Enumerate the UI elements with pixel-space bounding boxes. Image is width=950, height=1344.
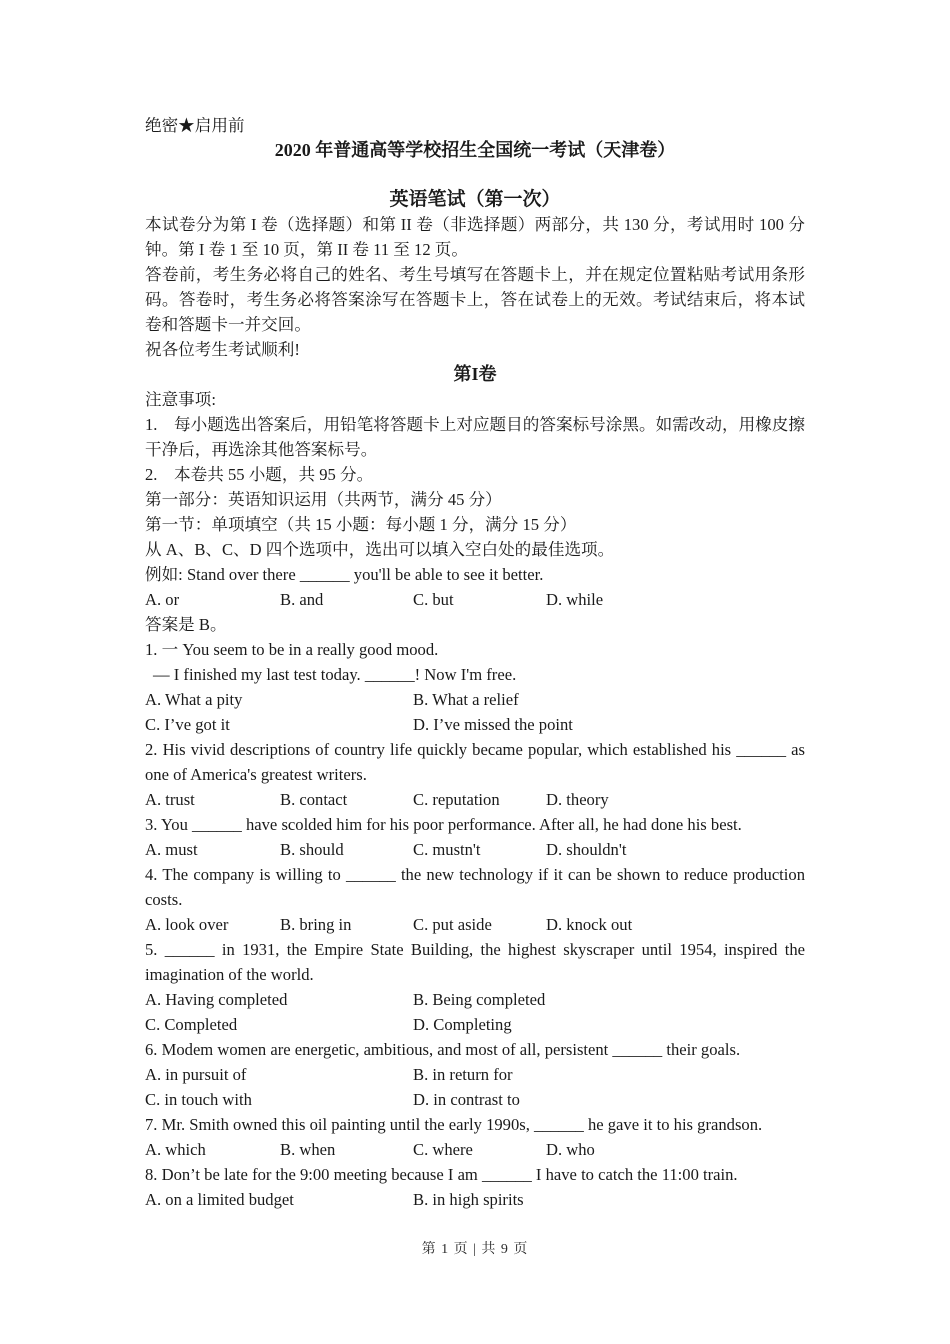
option: D. Completing	[413, 1015, 512, 1034]
option: A. on a limited budget	[145, 1190, 294, 1209]
note-item: 2. 本卷共 55 小题，共 95 分。	[145, 465, 374, 484]
option: D. while	[546, 590, 604, 609]
classification-label: 绝密★启用前	[145, 116, 245, 135]
page-footer: 第 1 页 | 共 9 页	[421, 1242, 529, 1257]
subpart-heading: 第一节：单项填空（共 15 小题：每小题 1 分，满分 15 分）	[145, 515, 577, 534]
option: A. in pursuit of	[145, 1065, 247, 1084]
question-text: 3. You ______ have scolded him for his poor performance. After all, he had done his best.	[145, 815, 742, 834]
options-row	[145, 1062, 805, 1112]
option: C. mustn't	[413, 840, 481, 859]
intro-paragraph: 答卷前，考生务必将自己的姓名、考生号填写在答题卡上，并在规定位置粘贴考试用条形码。答卷时，考生务必将答案涂写在答题卡上，答在试卷上的无效。考试结束后，将本试卷和答题卡一并交回。	[145, 265, 805, 334]
questions-list	[145, 637, 805, 1212]
note-item: 1. 每小题选出答案后，用铅笔将答题卡上对应题目的答案标号涂黑。如需改动，用橡皮擦干净后，再选涂其他答案标号。	[145, 415, 805, 459]
example-options-row	[145, 587, 805, 612]
option: C. I’ve got it	[145, 715, 230, 734]
question-text: 6. Modem women are energetic, ambitious, and most of all, persistent ______ their goals.	[145, 1040, 741, 1059]
option: B. What a relief	[413, 690, 519, 709]
question-text: 8. Don’t be late for the 9:00 meeting because I am ______ I have to catch the 11:00 train.	[145, 1165, 738, 1184]
options-row	[145, 1187, 805, 1212]
option: A. which	[145, 1140, 206, 1159]
question-block	[145, 1162, 805, 1212]
option: C. Completed	[145, 1015, 238, 1034]
options-row	[145, 1137, 805, 1162]
question-block	[145, 637, 805, 737]
question-text: — I finished my last test today. ______! Now I'm free.	[153, 665, 517, 684]
option: C. reputation	[413, 790, 500, 809]
option: D. shouldn't	[546, 840, 627, 859]
option: A. Having completed	[145, 990, 288, 1009]
option: D. theory	[546, 790, 609, 809]
part-heading: 第一部分：英语知识运用（共两节，满分 45 分）	[145, 490, 502, 509]
option: B. in return for	[413, 1065, 513, 1084]
option: A. trust	[145, 790, 195, 809]
option: B. and	[280, 590, 324, 609]
option: B. in high spirits	[413, 1190, 524, 1209]
option: A. What a pity	[145, 690, 243, 709]
section-heading: 第I卷	[453, 364, 497, 384]
option: D. who	[546, 1140, 595, 1159]
example-prompt: 例如: Stand over there ______ you'll be able to see it better.	[145, 565, 544, 584]
question-block	[145, 862, 805, 937]
question-text: 1. 一 You seem to be in a really good mood.	[145, 640, 439, 659]
options-row	[145, 837, 805, 862]
option: B. when	[280, 1140, 336, 1159]
instruction-line: 从 A、B、C、D 四个选项中，选出可以填入空白处的最佳选项。	[145, 540, 615, 559]
title-spacer	[145, 163, 805, 187]
option: C. in touch with	[145, 1090, 252, 1109]
option: B. bring in	[280, 915, 352, 934]
option: A. look over	[145, 915, 229, 934]
option: C. put aside	[413, 915, 492, 934]
option: D. in contrast to	[413, 1090, 520, 1109]
option: A. or	[145, 590, 180, 609]
options-row	[145, 912, 805, 937]
intro-paragraph: 本试卷分为第 I 卷（选择题）和第 II 卷（非选择题）两部分，共 130 分，考试用时 100 分钟。第 I 卷 1 至 10 页，第 II 卷 11 至 12 页。	[145, 215, 805, 259]
question-block	[145, 812, 805, 862]
example-answer: 答案是 B。	[145, 615, 227, 634]
options-row	[145, 787, 805, 812]
option: C. where	[413, 1140, 473, 1159]
notes-label: 注意事项:	[145, 390, 216, 409]
option: B. should	[280, 840, 344, 859]
question-text: 5. ______ in 1931, the Empire State Building, the highest skyscraper until 1954, inspired the imagination of the world.	[145, 940, 805, 984]
option: B. Being completed	[413, 990, 546, 1009]
option: A. must	[145, 840, 198, 859]
wish-line: 祝各位考生考试顺利!	[145, 340, 300, 359]
question-block	[145, 1112, 805, 1162]
exam-subtitle: 英语笔试（第一次）	[389, 189, 561, 210]
option: D. I’ve missed the point	[413, 715, 573, 734]
options-row	[145, 987, 805, 1037]
question-text: 7. Mr. Smith owned this oil painting until the early 1990s, ______ he gave it to his grandson.	[145, 1115, 763, 1134]
question-text: 2. His vivid descriptions of country life quickly became popular, which established his ______ as one of America's greatest writers.	[145, 740, 805, 784]
option: B. contact	[280, 790, 348, 809]
option: C. but	[413, 590, 454, 609]
options-row	[145, 687, 805, 737]
question-block	[145, 937, 805, 1037]
option: D. knock out	[546, 915, 633, 934]
exam-title: 2020 年普通高等学校招生全国统一考试（天津卷）	[274, 140, 676, 160]
question-text: 4. The company is willing to ______ the new technology if it can be shown to reduce production costs.	[145, 865, 805, 909]
question-block	[145, 1037, 805, 1112]
question-block	[145, 737, 805, 812]
